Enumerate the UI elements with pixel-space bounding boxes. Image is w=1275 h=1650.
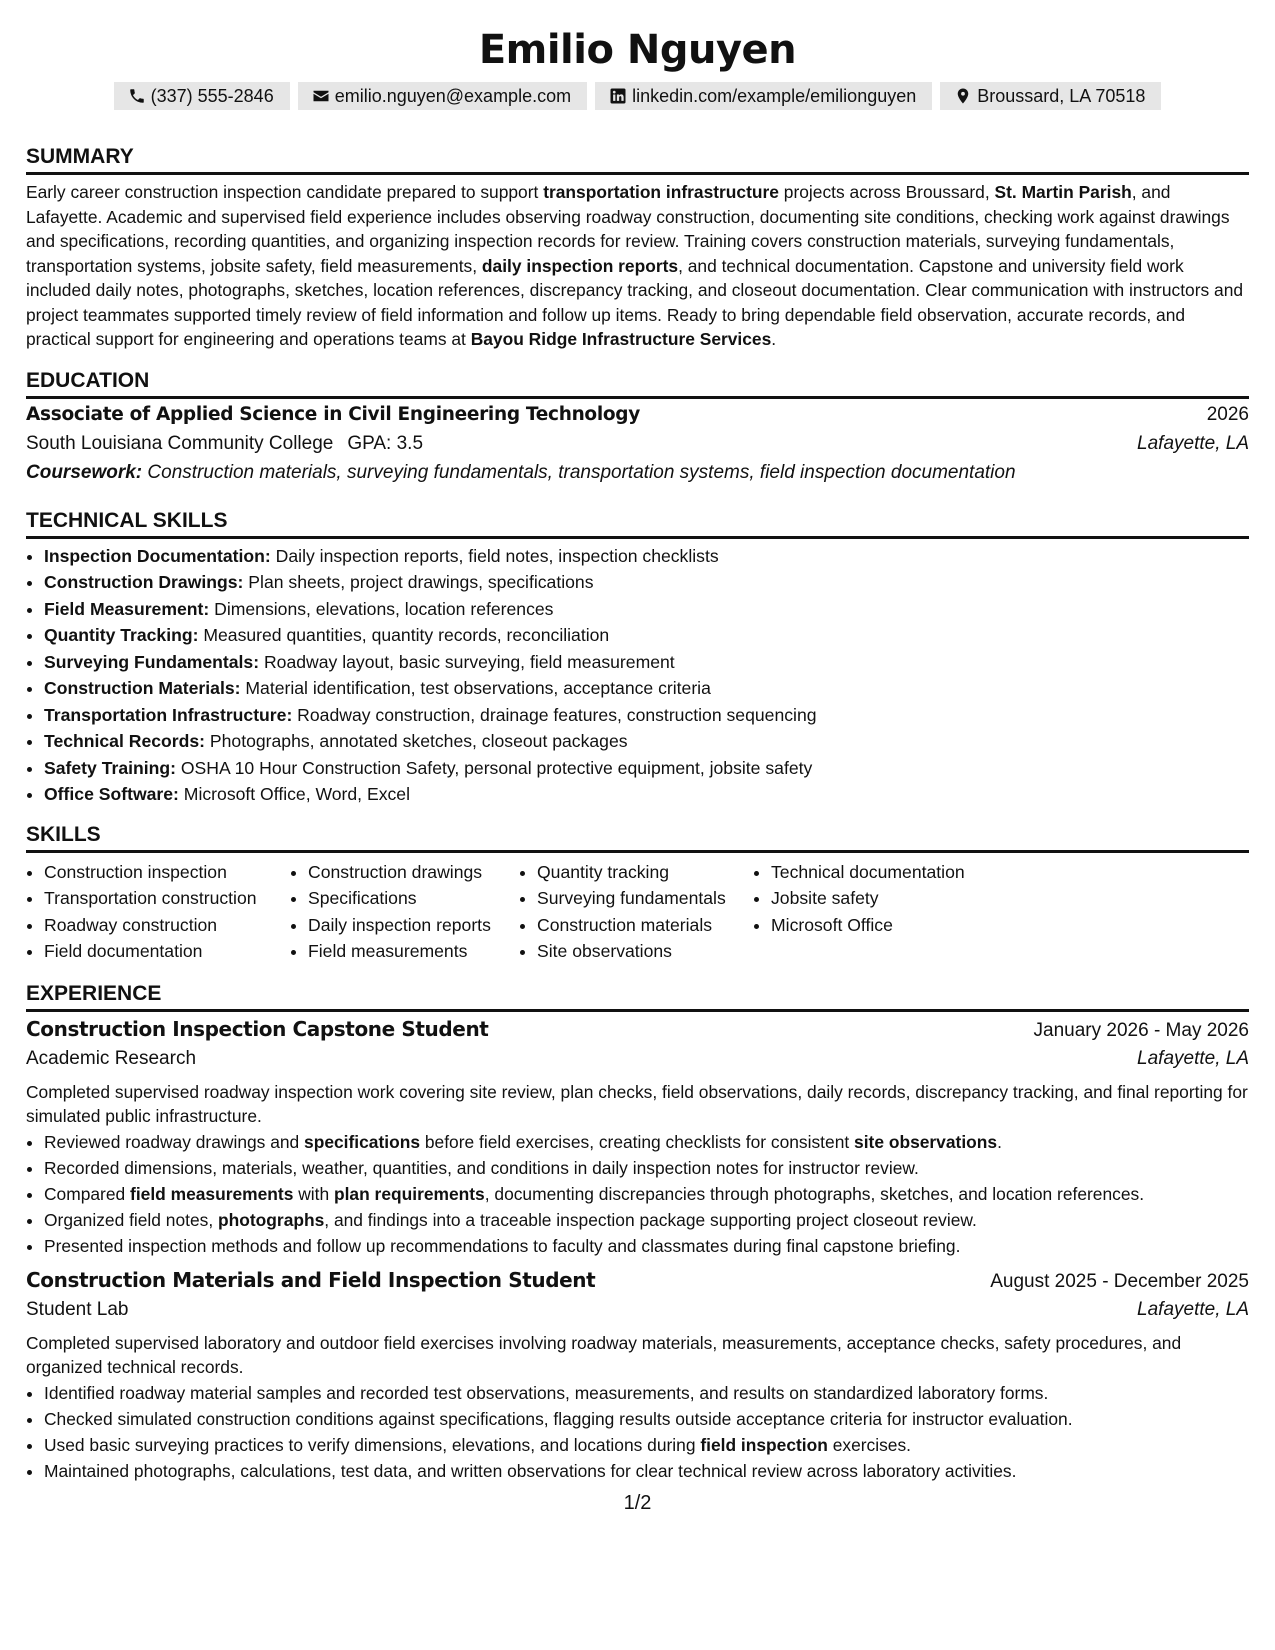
list-item: • Technical documentation	[771, 859, 1031, 886]
skill-label: Transportation Infrastructure:	[44, 704, 293, 725]
page-number: 1/2	[623, 1492, 652, 1514]
list-item: • Roadway construction	[44, 912, 290, 939]
bullet-bold: field measurements	[130, 1183, 294, 1204]
bullet-text: Presented inspection methods and follow up recommendations to faculty and classmates during final capstone briefing.	[44, 1235, 961, 1256]
skill-text: Roadway layout, basic surveying, field measurement	[259, 651, 675, 672]
degree-name: Associate of Applied Science in Civil Engineering Technology	[26, 403, 640, 425]
list-item	[44, 702, 1249, 729]
list-item: • Microsoft Office	[771, 912, 1031, 939]
technical-skills-section	[26, 508, 1249, 808]
contact-bar	[26, 82, 1249, 110]
phone-text: (337) 555-2846	[150, 86, 274, 106]
list-item: • Construction materials	[537, 912, 753, 939]
job-description: Completed supervised laboratory and outdoor field exercises involving roadway materials, measurements, acceptance checks, safety procedures, and organized technical records.	[26, 1332, 1182, 1377]
skill-text: Plan sheets, project drawings, specifications	[243, 572, 594, 592]
summary-text-part: projects across Broussard,	[778, 182, 995, 202]
skill-label: Surveying Fundamentals:	[44, 651, 260, 672]
skill-text: Roadway construction, drainage features, construction sequencing	[292, 704, 817, 725]
bullet-text: .	[997, 1131, 1002, 1152]
list-item: • Surveying fundamentals	[537, 885, 753, 912]
list-item: • Construction drawings	[308, 859, 519, 886]
list-item	[44, 1458, 1249, 1484]
bullet-text: with	[293, 1183, 334, 1204]
skill-label: Construction Drawings:	[44, 572, 244, 592]
list-item: • Field measurements	[308, 938, 519, 965]
job-header	[26, 1017, 1249, 1048]
education-section	[26, 368, 1249, 492]
list-item	[44, 1233, 1249, 1259]
job-description: Completed supervised roadway inspection work covering site review, plan checks, field observations, daily records, discrepancy tracking, and final reporting for simulated public infrastructure.	[26, 1081, 1248, 1126]
list-item	[44, 755, 1249, 782]
skill-label: Office Software:	[44, 784, 179, 804]
list-item	[44, 1432, 1249, 1458]
contact-location	[940, 82, 1161, 110]
job-org-row	[26, 1048, 1249, 1080]
job-header	[26, 1268, 1249, 1299]
contact-email[interactable]	[298, 82, 587, 110]
skill-label: Inspection Documentation:	[44, 545, 271, 566]
phone-icon	[128, 87, 146, 105]
bullet-text: Checked simulated construction conditions against specifications, flagging results outside acceptance criteria for instructor evaluation.	[44, 1408, 1073, 1429]
summary-text-part: Early career construction inspection candidate prepared to support	[26, 182, 544, 202]
skill-text: OSHA 10 Hour Construction Safety, personal protective equipment, jobsite safety	[175, 757, 813, 778]
list-item: • Daily inspection reports	[308, 912, 519, 939]
bullet-text: Maintained photographs, calculations, test data, and written observations for clear technical review across laboratory activities.	[44, 1460, 1017, 1481]
job-entry	[26, 1268, 1249, 1484]
list-item: • Construction inspection	[44, 859, 290, 886]
section-title: EDUCATION	[26, 368, 1249, 399]
summary-bold: daily inspection reports	[481, 255, 679, 276]
list-item	[44, 596, 1249, 623]
graduation-year: 2026	[1206, 403, 1249, 425]
section-title: SKILLS	[26, 822, 1249, 853]
summary-text	[26, 180, 1249, 352]
bullet-bold: photographs	[218, 1209, 325, 1230]
skill-text: Daily inspection reports, field notes, inspection checklists	[270, 545, 719, 566]
skills-section	[26, 822, 1249, 965]
section-title: EXPERIENCE	[26, 981, 1249, 1012]
job-location: Lafayette, LA	[1137, 1047, 1249, 1069]
bullet-text: before field exercises, creating checklists for consistent	[420, 1131, 855, 1152]
bullet-text: Recorded dimensions, materials, weather, quantities, and conditions in daily inspection notes for instructor review.	[44, 1157, 919, 1178]
list-item	[44, 781, 1249, 808]
envelope-icon	[312, 87, 330, 105]
summary-bold: St. Martin Parish	[994, 182, 1132, 202]
list-item	[44, 622, 1249, 649]
linkedin-text: linkedin.com/example/emilionguyen	[632, 86, 917, 106]
skill-text: Microsoft Office, Word, Excel	[178, 784, 410, 804]
email-text: emilio.nguyen@example.com	[334, 86, 572, 106]
school-row	[26, 433, 1249, 462]
list-item	[44, 728, 1249, 755]
job-dates: January 2026 - May 2026	[1033, 1019, 1249, 1041]
list-item	[44, 649, 1249, 676]
school-info	[26, 433, 423, 455]
bullet-text: , documenting discrepancies through photographs, sketches, and location references.	[484, 1183, 1145, 1204]
job-location: Lafayette, LA	[1137, 1298, 1249, 1320]
technical-skills-list	[26, 543, 1249, 808]
gpa: GPA: 3.5	[347, 432, 424, 454]
skill-text: Photographs, annotated sketches, closeout packages	[205, 731, 628, 751]
skill-label: Field Measurement:	[44, 598, 210, 619]
list-item	[44, 1207, 1249, 1233]
skill-label: Technical Records:	[44, 731, 205, 751]
bullet-bold: plan requirements	[333, 1183, 485, 1204]
skill-label: Safety Training:	[44, 757, 176, 778]
bullet-bold: site observations	[854, 1131, 998, 1152]
skills-column	[519, 859, 753, 965]
job-org: Student Lab	[26, 1298, 129, 1320]
list-item: • Jobsite safety	[771, 885, 1031, 912]
skills-grid	[26, 859, 1249, 965]
contact-phone[interactable]	[114, 82, 290, 110]
bullet-bold: specifications	[304, 1131, 421, 1152]
list-item	[44, 1155, 1249, 1181]
degree-row	[26, 404, 1249, 433]
list-item: • Field documentation	[44, 938, 290, 965]
list-item	[44, 1380, 1249, 1406]
bullet-text: Used basic surveying practices to verify dimensions, elevations, and locations during	[44, 1434, 701, 1455]
list-item: • Transportation construction	[44, 885, 290, 912]
bullet-text: , and findings into a traceable inspection package supporting project closeout review.	[324, 1209, 977, 1230]
job-entry	[26, 1017, 1249, 1259]
resume-page	[26, 0, 1249, 1484]
list-item	[44, 1406, 1249, 1432]
summary-bold: transportation infrastructure	[543, 182, 779, 202]
skill-text: Material identification, test observations, acceptance criteria	[240, 678, 711, 698]
skills-column	[26, 859, 290, 965]
summary-text-part: , and technical documentation. Capstone and university field work included daily notes, photographs, sketches, location references, discrepancy tracking, and closeout documentation. Clear communication with instructors and project teammates supported timely review of field information and follow up items. Ready to bring dependable field observation, accurate records, and practical support for engineering and operations teams at	[26, 255, 1244, 349]
candidate-name: Emilio Nguyen	[478, 27, 797, 73]
list-item	[44, 543, 1249, 570]
list-item	[44, 1181, 1249, 1207]
skill-label: Quantity Tracking:	[44, 625, 199, 645]
contact-linkedin[interactable]	[595, 82, 932, 110]
skill-text: Dimensions, elevations, location references	[209, 598, 554, 619]
school-name: South Louisiana Community College	[26, 432, 334, 454]
job-dates: August 2025 - December 2025	[990, 1270, 1249, 1292]
experience-section	[26, 981, 1249, 1484]
coursework	[26, 462, 1249, 492]
skills-column	[290, 859, 519, 965]
summary-text-part: .	[771, 329, 777, 349]
bullet-bold: field inspection	[700, 1434, 828, 1455]
list-item	[44, 1129, 1249, 1155]
coursework-text: Construction materials, surveying fundamentals, transportation systems, field inspection documentation	[142, 461, 1016, 483]
linkedin-icon	[609, 87, 627, 105]
section-title: TECHNICAL SKILLS	[26, 508, 1249, 539]
bullet-text: Identified roadway material samples and recorded test observations, measurements, and results on standardized laboratory forms.	[44, 1382, 1049, 1403]
location-text: Broussard, LA 70518	[977, 86, 1146, 106]
list-item: • Quantity tracking	[537, 859, 753, 886]
job-org: Academic Research	[26, 1047, 197, 1069]
skill-label: Construction Materials:	[44, 678, 241, 698]
coursework-label: Coursework:	[26, 461, 143, 483]
summary-bold: Bayou Ridge Infrastructure Services	[470, 329, 772, 349]
job-title: Construction Materials and Field Inspection Student	[26, 1267, 596, 1292]
bullet-text: Compared	[44, 1183, 131, 1204]
summary-text-part: , and Lafayette. Academic and supervised field experience includes observing roadway construction, documenting site conditions, checking work against drawings and specifications, recording quantities, and organizing inspection records for review. Training covers construction materials, surveying fundamentals, transportation systems, jobsite safety, field measurements,	[26, 182, 1230, 276]
bullet-text: Organized field notes,	[44, 1209, 219, 1230]
skills-column	[753, 859, 1031, 965]
job-bullets	[26, 1380, 1249, 1484]
section-title: SUMMARY	[26, 144, 1249, 175]
bullet-text: exercises.	[827, 1434, 912, 1455]
skill-text: Measured quantities, quantity records, reconciliation	[198, 625, 610, 645]
map-pin-icon	[954, 87, 972, 105]
list-item: • Site observations	[537, 938, 753, 965]
school-location: Lafayette, LA	[1137, 432, 1249, 454]
summary-section	[26, 144, 1249, 352]
job-org-row	[26, 1299, 1249, 1331]
bullet-text: Reviewed roadway drawings and	[44, 1131, 305, 1152]
list-item	[44, 569, 1249, 596]
list-item	[44, 675, 1249, 702]
job-bullets	[26, 1129, 1249, 1259]
list-item: • Specifications	[308, 885, 519, 912]
job-title: Construction Inspection Capstone Student	[26, 1016, 489, 1041]
